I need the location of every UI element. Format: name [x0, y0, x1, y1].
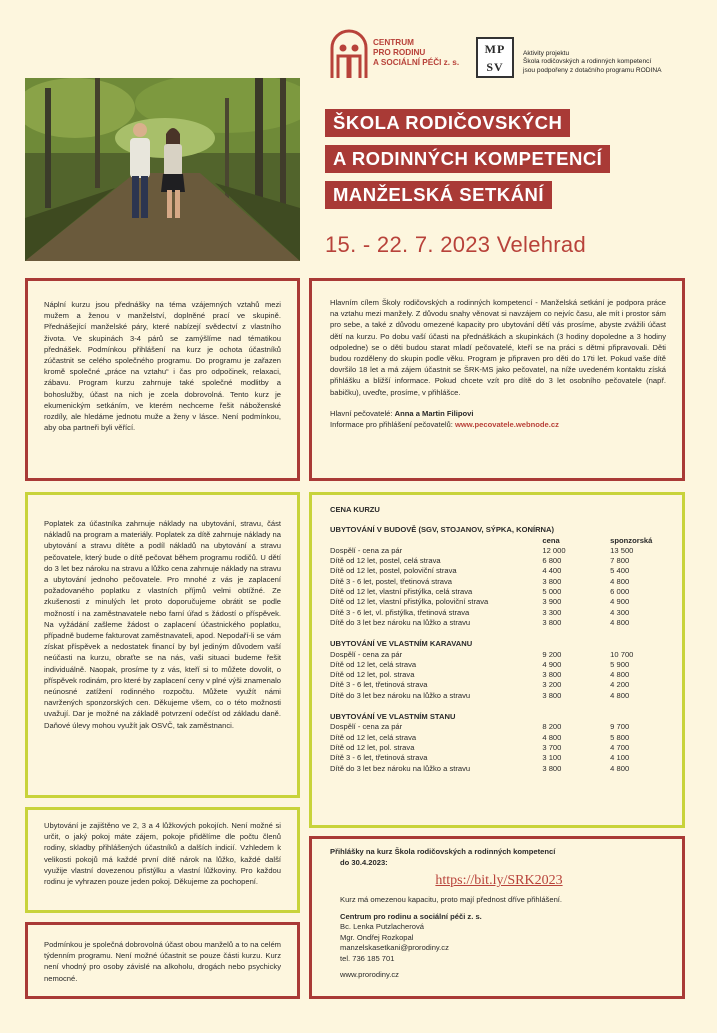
carers-info-link[interactable]: www.pecovatele.webnode.cz	[454, 420, 559, 430]
price-table	[312, 495, 682, 774]
price-row: Dítě od 12 let, vlastní přistýlka, poloviční strava 3 900 4 900	[330, 597, 630, 607]
price-row: Dítě 3 - 6 let, postel, třetinová strava 3 800 4 800	[330, 576, 630, 586]
title-line-2: A RODINNÝCH KOMPETENCÍ	[325, 145, 610, 173]
event-date: 15. - 22. 7. 2023 Velehrad	[325, 232, 586, 257]
sponsor-col-header: sponzorská	[610, 535, 653, 545]
price-section-title: UBYTOVÁNÍ V BUDOVĚ (SGV, STOJANOV, SÝPKA, KONÍRNA)	[330, 525, 555, 535]
main-goal-text: Hlavním cílem Školy rodičovských a rodinných kompetencí - Manželská setkání je podpora práce na vztahu mezi manžely. Z důvodu snahy věnovat si navzájem co nejvíc času, ale mít i prostor sám pro sebe, a také z důvodu omezené kapacity pro ubytování dětí vás prosíme, abyste zvážili účast dětí na kurzu. Po dobu vaší účasti na přednáškách a skupinkách (3 hodiny dopoledne a 3 hodiny odpoledne) se o děti budou starat mladí pečovatelé, kteří se na práci s dětmi připravovali. Děti budou rozděleny do skupin podle věku. Program je připraven pro děti do 17ti let. Pokud vaše dítě dovršilo 18 let a má zájem účastnit se ŠRK-MS jako pečovatel, na níže uvedeném kontaktu získá přihlášku a bližší informace. Pokud chcete vzít pro dítě do 3 let osobního pečovatele (např. babičku), uveďte, prosíme, v přihlášce.	[330, 298, 666, 397]
price-row: Dítě od 12 let, pol. strava 3 700 4 700	[330, 742, 630, 752]
rooms-info-box	[25, 807, 300, 913]
price-row: Dítě do 3 let bez nároku na lůžko a stravu 3 800 4 800	[330, 763, 630, 773]
price-section-title: UBYTOVÁNÍ VE VLASTNÍM STANU	[330, 712, 456, 722]
rooms-info-text: Ubytování je zajištěno ve 2, 3 a 4 lůžkových pokojích. Není možné si určit, o jaký pokoj máte zájem, pokoje přidělíme dle počtu členů rodiny, skladby přihlášených účastníků a dalších indicií. Vzhledem k velikosti pokojů má každé první dítě nárok na lůžko, každé další využije vlastní dovezenou přistýlku a vlastní lůžkoviny. Pro každou rodinu je vyhrazen pouze jeden pokoj. Děkujeme za pochopení.	[44, 821, 281, 887]
logo-line-3: A SOCIÁLNÍ PÉČI z. s.	[373, 58, 460, 67]
carers-names: Anna a Martin Filipovi	[394, 408, 474, 418]
couple-photo	[25, 78, 300, 261]
title-line-3: MANŽELSKÁ SETKÁNÍ	[325, 181, 552, 209]
mpsv-line-1: Aktivity projektu	[523, 50, 570, 57]
price-row: Dítě od 12 let, celá strava 4 800 5 800	[330, 732, 630, 742]
price-row: Dítě od 12 let, celá strava 4 900 5 900	[330, 659, 630, 669]
price-row: Dospělí - cena za pár 12 000 13 500	[330, 545, 634, 555]
course-content-box	[25, 278, 300, 481]
price-row: Dítě 3 - 6 let, vl. přistýlka, třetinová strava 3 300 4 300	[330, 607, 630, 617]
capacity-note: Kurz má omezenou kapacitu, proto mají přednost dříve přihlášení.	[340, 895, 563, 904]
course-content-text: Náplní kurzu jsou přednášky na téma vzájemných vztahů mezi mužem a ženou v manželství, doplněné prací ve skupině. Přednášející manželské páry, které nabízejí svědectví z vlastního života. Ve skupinách 3-4 párů se zamýšlíme nad tématikou přednášek. Podmínkou přihlášení na kurz je ochota účastníků zúčastnit se celého společného programu. Do programu je zařazen kromě společné „práce na vztahu“ i čas pro odpočinek, relaxaci, zábavu. Program kurzu zahrnuje také společné modlitby a bohoslužby, účast na nich je zcela dobrovolná. Tento kurz je ekumenickým setkáním, ve kterém nechceme řešit náboženské rozdíly, ale hledáme jednotu muže a ženy v lásce. Není podmínkou, aby oba partneři byli věřící.	[44, 300, 281, 433]
registration-deadline: do 30.4.2023:	[340, 857, 388, 867]
price-box	[309, 492, 685, 828]
price-row: Dospělí - cena za pár 9 200 10 700	[330, 649, 634, 659]
price-row: Dítě od 12 let, pol. strava 3 800 4 800	[330, 670, 630, 680]
org-name: Centrum pro rodinu a sociální péči z. s.	[340, 911, 482, 921]
registration-link[interactable]: https://bit.ly/SRK2023	[435, 873, 563, 888]
price-row: Dítě do 3 let bez nároku na lůžko a stravu 3 800 4 800	[330, 617, 630, 627]
price-section-title: UBYTOVÁNÍ VE VLASTNÍM KARAVANU	[330, 639, 473, 649]
registration-heading: Přihlášky na kurz Škola rodičovských a rodinných kompetencí	[330, 847, 556, 856]
mpsv-line-2: Škola rodičovských a rodinných kompetencí	[523, 58, 652, 66]
logo-line-2: PRO RODINU	[373, 48, 426, 57]
title-line-1: ŠKOLA RODIČOVSKÝCH	[325, 109, 570, 137]
price-heading: CENA KURZU	[330, 505, 380, 514]
fee-info-text: Poplatek za účastníka zahrnuje náklady na ubytování, stravu, část nákladů na program a materiály. Poplatek za dítě zahrnuje náklady na ubytování a stravu dítěte a podíl nákladů na ubytování a stravu pečovatele, který bude o dítě pečovat během programu rodičů. U dětí do 3 let bez nároku na stravu a lůžko cena zahrnuje náklady na stravu a ubytování jednoho pečovatele. Pro mnohé z vás je zaplacení požadovaného poplatku z vlastních příjmů velmi obtížné. Ze zkušenosti z minulých let proto doporučujeme obrátit se podle možností i na zaměstnavatele nebo farní úřad s žádostí o příspěvek. Na vyžádání zašleme žádost o zaplacení účastnického poplatku, případně budeme fakturovat zaměstnavateli, apod. Nepodaří-li se vám získat příspěvek a nedostatek financí by byl jediným důvodem vaší neúčasti na kurzu, obraťte se na nás, vaši situaci budeme řešit individuálně. Naopak, prosíme ty z vás, kteří si to můžete dovolit, o příspěvek rodinám, pro které by zaplacení ceny v plné výši znamenalo neúnosné zatížení rodinného rozpočtu. Můžete využít námi navržených sponzorských cen. Děkujeme všem, co o této možnosti uvažují. Dar je možné na základě potvrzení odečíst od základu daně. Daňové úlevy mohou využít jak OSVČ, tak zaměstnanci.	[44, 519, 281, 730]
condition-text: Podmínkou je společná dobrovolná účast obou manželů a to na celém týdenním programu. Není možné účastnit se pouze části kurzu. Kurz není vhodný pro osoby závislé na alkoholu, drogách nebo psychicky nemocné.	[44, 940, 281, 983]
price-row: Dospělí - cena za pár 8 200 9 700	[330, 722, 630, 732]
mpsv-logo-icon	[476, 37, 514, 78]
contact-person-1: Bc. Lenka Putzlacherová	[340, 922, 425, 931]
fee-info-box	[25, 492, 300, 798]
carers-info-label: Informace pro přihlášení pečovatelů:	[330, 420, 455, 430]
logo-line-1: CENTRUM	[373, 38, 414, 47]
mpsv-logo-text: MPSV	[484, 42, 506, 74]
price-row: Dítě od 12 let, vlastní přistýlka, celá strava 5 000 6 000	[330, 587, 630, 597]
contact-email[interactable]: manzelskasetkani@prorodiny.cz	[340, 943, 449, 952]
registration-box	[309, 836, 685, 999]
mpsv-line-3: jsou podpořeny z dotačního programu RODINA	[523, 66, 662, 74]
org-website[interactable]: www.prorodiny.cz	[340, 970, 399, 979]
centrum-logo-text	[373, 38, 473, 68]
price-row: Dítě 3 - 6 let, třetinová strava 3 200 4 200	[330, 680, 630, 690]
contact-person-2: Mgr. Ondřej Rozkopal	[340, 932, 414, 942]
contact-phone: tel. 736 185 701	[340, 953, 395, 963]
price-row: Dítě 3 - 6 let, třetinová strava 3 100 4 100	[330, 753, 630, 763]
price-col-header: cena	[542, 535, 560, 545]
price-row: Dítě od 12 let, postel, poloviční strava 4 400 5 400	[330, 566, 630, 576]
condition-box	[25, 922, 300, 999]
mpsv-caption	[523, 50, 713, 75]
price-row: Dítě do 3 let bez nároku na lůžko a stravu 3 800 4 800	[330, 690, 630, 700]
carers-label: Hlavní pečovatelé:	[330, 408, 395, 418]
main-goal-box	[309, 278, 685, 481]
centrum-logo-icon	[329, 28, 369, 80]
price-row: Dítě od 12 let, postel, celá strava 6 800 7 800	[330, 556, 630, 566]
